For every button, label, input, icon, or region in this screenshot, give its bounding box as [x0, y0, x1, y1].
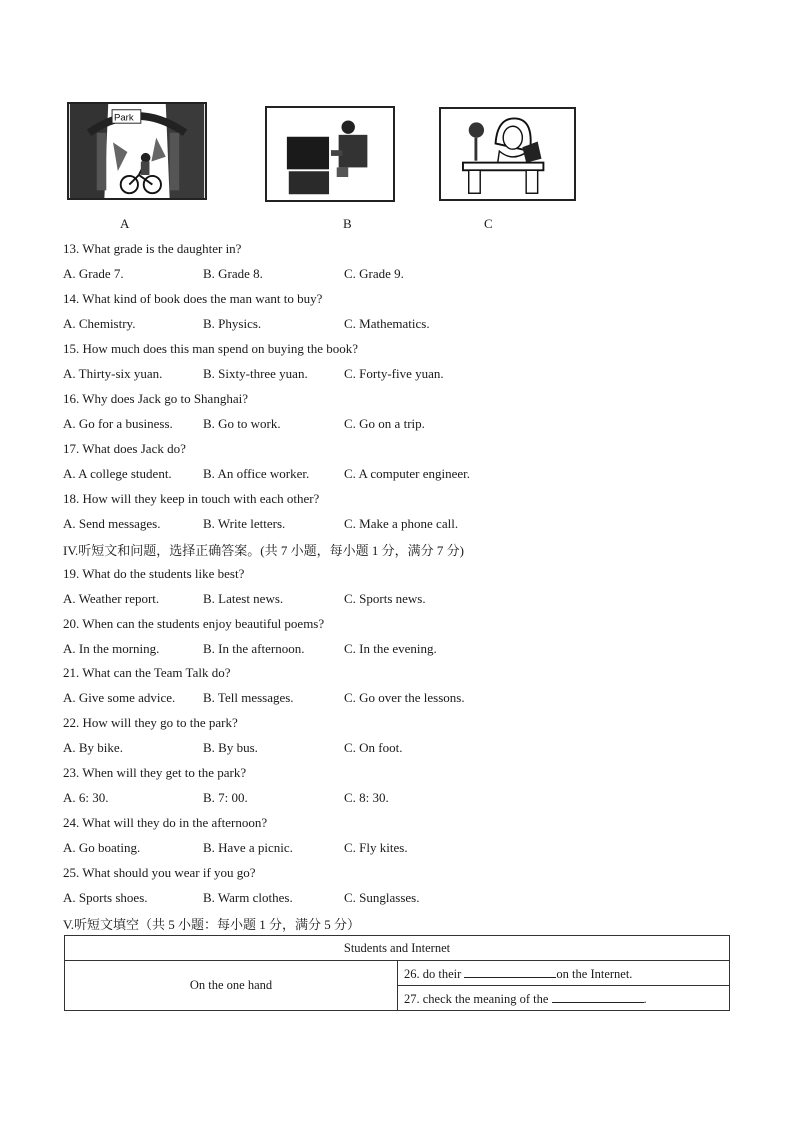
picture-c [439, 107, 576, 201]
picture-a-label: A [120, 216, 130, 231]
picture-b [265, 106, 395, 202]
option-a: A. Thirty-six yuan. [63, 366, 163, 381]
answer-blank-26[interactable] [464, 965, 556, 978]
item-27-prefix: 27. check the meaning of the [404, 991, 549, 1006]
question-20: 20. When can the students enjoy beautiful poems? [63, 616, 325, 631]
option-a: A. Go boating. [63, 840, 141, 855]
question-16: 16. Why does Jack go to Shanghai? [63, 391, 248, 406]
option-c: C. Go on a trip. [344, 416, 425, 431]
option-b: B. Write letters. [203, 516, 286, 531]
option-b: B. Tell messages. [203, 690, 294, 705]
option-b: B. By bus. [203, 740, 258, 755]
question-13: 13. What grade is the daughter in? [63, 241, 242, 256]
row-label: On the one hand [65, 961, 398, 1011]
option-b: B. An office worker. [203, 466, 310, 481]
item-26-prefix: 26. do their [404, 966, 462, 981]
question-19: 19. What do the students like best? [63, 566, 245, 581]
item-26 [398, 961, 730, 986]
picture-a [67, 102, 207, 200]
option-c: C. Fly kites. [344, 840, 408, 855]
svg-text:Park: Park [113, 112, 134, 124]
option-c: C. Sports news. [344, 591, 426, 606]
option-b: B. Have a picnic. [203, 840, 293, 855]
option-a: A. Chemistry. [63, 316, 136, 331]
option-c: C. A computer engineer. [344, 466, 471, 481]
option-b: B. Warm clothes. [203, 890, 293, 905]
option-a: A. Send messages. [63, 516, 161, 531]
option-a: A. Go for a business. [63, 416, 173, 431]
option-c: C. Make a phone call. [344, 516, 459, 531]
item-27-suffix: . [643, 991, 647, 1006]
option-a: A. Weather report. [63, 591, 160, 606]
option-b: B. Sixty-three yuan. [203, 366, 308, 381]
option-b: B. Latest news. [203, 591, 284, 606]
computer-user-illustration [267, 108, 393, 200]
option-a: A. In the morning. [63, 641, 160, 656]
question-25: 25. What should you wear if you go? [63, 865, 256, 880]
question-14: 14. What kind of book does the man want to buy? [63, 291, 323, 306]
option-b: B. Go to work. [203, 416, 281, 431]
answer-blank-27[interactable] [552, 990, 644, 1003]
option-c: C. 8: 30. [344, 790, 389, 805]
option-b: B. Grade 8. [203, 266, 263, 281]
option-c: C. On foot. [344, 740, 403, 755]
question-15: 15. How much does this man spend on buying the book? [63, 341, 358, 356]
option-a: A. 6: 30. [63, 790, 109, 805]
fill-in-table [64, 935, 730, 1011]
option-c: C. Sunglasses. [344, 890, 420, 905]
item-26-suffix: on the Internet. [556, 966, 633, 981]
question-18: 18. How will they keep in touch with each other? [63, 491, 320, 506]
option-c: C. Grade 9. [344, 266, 404, 281]
item-27 [398, 986, 730, 1011]
question-17: 17. What does Jack do? [63, 441, 186, 456]
option-b: B. 7: 00. [203, 790, 248, 805]
question-23: 23. When will they get to the park? [63, 765, 247, 780]
reading-girl-illustration [441, 109, 574, 199]
section-v-heading: V.听短文填空（共 5 小题：每小题 1 分，满分 5 分） [63, 917, 360, 932]
park-illustration [69, 104, 205, 198]
picture-b-label: B [343, 216, 352, 231]
option-c: C. Go over the lessons. [344, 690, 465, 705]
question-22: 22. How will they go to the park? [63, 715, 238, 730]
section-iv-heading: IV.听短文和问题，选择正确答案。(共 7 小题，每小题 1 分，满分 7 分) [63, 543, 464, 558]
option-a: A. A college student. [63, 466, 172, 481]
option-b: B. In the afternoon. [203, 641, 305, 656]
option-a: A. Sports shoes. [63, 890, 148, 905]
option-a: A. Give some advice. [63, 690, 176, 705]
option-c: C. Mathematics. [344, 316, 430, 331]
question-24: 24. What will they do in the afternoon? [63, 815, 268, 830]
option-b: B. Physics. [203, 316, 262, 331]
option-a: A. By bike. [63, 740, 123, 755]
option-c: C. Forty-five yuan. [344, 366, 444, 381]
question-21: 21. What can the Team Talk do? [63, 665, 231, 680]
table-title: Students and Internet [65, 936, 730, 961]
option-a: A. Grade 7. [63, 266, 124, 281]
option-c: C. In the evening. [344, 641, 437, 656]
picture-c-label: C [484, 216, 493, 231]
